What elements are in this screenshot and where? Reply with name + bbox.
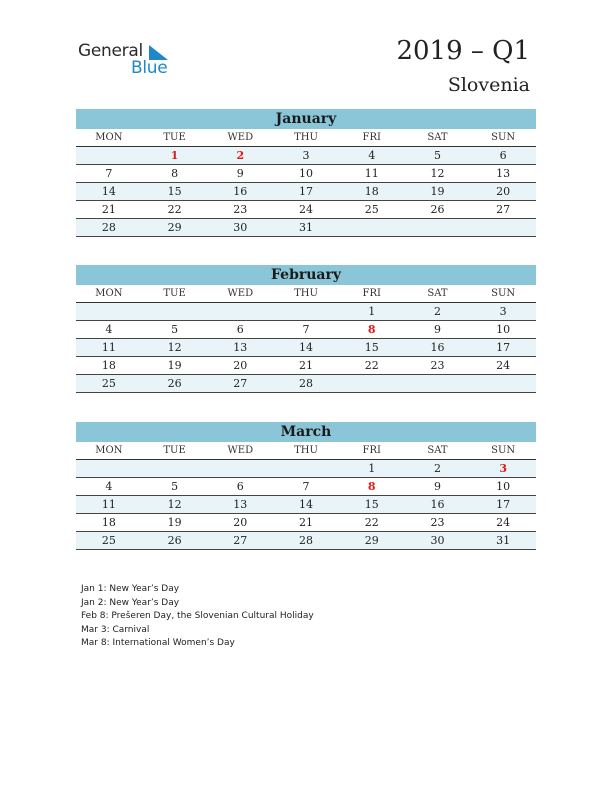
- date-cell: [273, 460, 339, 477]
- date-cell: 23: [233, 203, 248, 216]
- date-cell: [470, 219, 536, 236]
- date-cell: 9: [236, 167, 244, 180]
- month-february: [76, 265, 536, 393]
- holiday-date: 1: [170, 149, 179, 162]
- holiday-note: Jan 2: New Year’s Day: [81, 597, 180, 608]
- week-row: [76, 357, 536, 375]
- month-name: January: [76, 109, 536, 129]
- date-cell: [142, 460, 208, 477]
- date-cell: 4: [368, 149, 376, 162]
- date-cell: 6: [236, 323, 244, 336]
- date-cell: 13: [233, 498, 248, 511]
- date-cell: 16: [430, 498, 445, 511]
- date-cell: 5: [171, 480, 179, 493]
- weekday-label: WED: [227, 132, 254, 143]
- month-march: [76, 422, 536, 550]
- date-cell: 26: [167, 534, 182, 547]
- date-cell: 13: [496, 167, 511, 180]
- weekday-label: MON: [95, 132, 123, 143]
- weekday-header-row: [76, 442, 536, 460]
- country-name: Slovenia: [447, 74, 530, 96]
- week-row: [76, 375, 536, 393]
- date-cell: 20: [233, 516, 248, 529]
- date-cell: 15: [364, 498, 379, 511]
- date-cell: 1: [368, 305, 376, 318]
- date-cell: 29: [364, 534, 379, 547]
- date-cell: 7: [302, 480, 310, 493]
- week-row: [76, 321, 536, 339]
- date-cell: 10: [496, 480, 511, 493]
- weekday-label: MON: [95, 445, 123, 456]
- date-cell: 26: [430, 203, 445, 216]
- weekday-label: TUE: [163, 445, 186, 456]
- date-cell: 19: [167, 516, 182, 529]
- date-cell: [76, 147, 142, 164]
- month-name: February: [76, 265, 536, 285]
- date-cell: 22: [364, 516, 379, 529]
- date-cell: 12: [167, 498, 182, 511]
- date-cell: 31: [299, 221, 314, 234]
- weekday-label: FRI: [362, 288, 381, 299]
- date-cell: [76, 303, 142, 320]
- date-cell: 14: [299, 341, 314, 354]
- date-cell: 11: [101, 341, 116, 354]
- date-cell: 22: [167, 203, 182, 216]
- date-cell: 28: [299, 534, 314, 547]
- date-cell: 25: [101, 534, 116, 547]
- holiday-date: 3: [499, 462, 507, 475]
- month-name: March: [76, 422, 536, 442]
- date-cell: 18: [101, 516, 116, 529]
- date-cell: 2: [433, 462, 441, 475]
- logo-word-general: General: [78, 41, 143, 61]
- date-cell: 17: [496, 341, 511, 354]
- week-row: [76, 460, 536, 478]
- weekday-label: MON: [95, 288, 123, 299]
- weekday-header-row: [76, 285, 536, 303]
- date-cell: 19: [167, 359, 182, 372]
- date-cell: [273, 303, 339, 320]
- date-cell: 6: [236, 480, 244, 493]
- date-cell: 18: [364, 185, 379, 198]
- date-cell: 5: [433, 149, 441, 162]
- date-cell: 12: [167, 341, 182, 354]
- date-cell: 26: [167, 377, 182, 390]
- weekday-label: TUE: [163, 288, 186, 299]
- date-cell: 3: [302, 149, 310, 162]
- date-cell: [207, 303, 273, 320]
- date-cell: 23: [430, 359, 445, 372]
- week-row: [76, 165, 536, 183]
- page-title: 2019 – Q1: [396, 36, 530, 66]
- date-cell: 1: [368, 462, 376, 475]
- weekday-label: SUN: [491, 132, 516, 143]
- weekday-label: FRI: [362, 132, 381, 143]
- weekday-label: WED: [227, 288, 254, 299]
- date-cell: 21: [299, 359, 314, 372]
- date-cell: 27: [233, 377, 248, 390]
- date-cell: 4: [105, 323, 113, 336]
- date-cell: 8: [171, 167, 179, 180]
- date-cell: 30: [233, 221, 248, 234]
- holiday-date: 2: [236, 149, 245, 162]
- date-cell: 28: [299, 377, 314, 390]
- date-cell: 15: [167, 185, 182, 198]
- holiday-date: 8: [367, 480, 376, 493]
- week-row: [76, 532, 536, 550]
- weekday-label: SAT: [427, 132, 448, 143]
- date-cell: 19: [430, 185, 445, 198]
- date-cell: 24: [496, 359, 511, 372]
- date-cell: 25: [101, 377, 116, 390]
- weekday-label: THU: [294, 132, 318, 143]
- week-row: [76, 514, 536, 532]
- date-cell: [142, 303, 208, 320]
- date-cell: 9: [433, 323, 441, 336]
- date-cell: 23: [430, 516, 445, 529]
- weekday-label: SAT: [427, 288, 448, 299]
- date-cell: 27: [496, 203, 511, 216]
- date-cell: 2: [433, 305, 441, 318]
- logo-word-blue: Blue: [131, 58, 168, 78]
- date-cell: 28: [101, 221, 116, 234]
- weekday-label: SUN: [491, 445, 516, 456]
- date-cell: 3: [499, 305, 507, 318]
- date-cell: 10: [496, 323, 511, 336]
- date-cell: 16: [430, 341, 445, 354]
- date-cell: 14: [299, 498, 314, 511]
- week-row: [76, 478, 536, 496]
- date-cell: 18: [101, 359, 116, 372]
- date-cell: [339, 219, 405, 236]
- week-row: [76, 201, 536, 219]
- logo: [78, 41, 178, 81]
- weekday-label: SAT: [427, 445, 448, 456]
- date-cell: 7: [105, 167, 113, 180]
- week-row: [76, 219, 536, 237]
- holiday-date: 8: [367, 323, 376, 336]
- holiday-note: Mar 3: Carnival: [81, 624, 150, 635]
- weekday-label: SUN: [491, 288, 516, 299]
- date-cell: 21: [101, 203, 116, 216]
- holiday-note: Feb 8: Prešeren Day, the Slovenian Cultural Holiday: [81, 611, 314, 622]
- date-cell: 24: [299, 203, 314, 216]
- date-cell: [405, 375, 471, 392]
- week-row: [76, 147, 536, 165]
- date-cell: 25: [364, 203, 379, 216]
- week-row: [76, 303, 536, 321]
- date-cell: [470, 375, 536, 392]
- date-cell: 4: [105, 480, 113, 493]
- holiday-note: Mar 8: International Women’s Day: [81, 638, 235, 649]
- date-cell: 9: [433, 480, 441, 493]
- date-cell: [207, 460, 273, 477]
- week-row: [76, 183, 536, 201]
- date-cell: 11: [364, 167, 379, 180]
- weekday-label: FRI: [362, 445, 381, 456]
- date-cell: 20: [233, 359, 248, 372]
- date-cell: 6: [499, 149, 507, 162]
- date-cell: 13: [233, 341, 248, 354]
- date-cell: 16: [233, 185, 248, 198]
- date-cell: 14: [101, 185, 116, 198]
- date-cell: 22: [364, 359, 379, 372]
- date-cell: 27: [233, 534, 248, 547]
- weekday-label: WED: [227, 445, 254, 456]
- weekday-header-row: [76, 129, 536, 147]
- date-cell: 29: [167, 221, 182, 234]
- holiday-list: [81, 583, 314, 651]
- date-cell: 21: [299, 516, 314, 529]
- date-cell: 15: [364, 341, 379, 354]
- date-cell: 30: [430, 534, 445, 547]
- date-cell: [405, 219, 471, 236]
- date-cell: 11: [101, 498, 116, 511]
- weekday-label: THU: [294, 445, 318, 456]
- month-january: [76, 109, 536, 237]
- date-cell: [339, 375, 405, 392]
- date-cell: 10: [299, 167, 314, 180]
- date-cell: 7: [302, 323, 310, 336]
- date-cell: 31: [496, 534, 511, 547]
- date-cell: 17: [299, 185, 314, 198]
- date-cell: 17: [496, 498, 511, 511]
- date-cell: 20: [496, 185, 511, 198]
- date-cell: [76, 460, 142, 477]
- holiday-note: Jan 1: New Year’s Day: [81, 584, 180, 594]
- week-row: [76, 496, 536, 514]
- date-cell: 5: [171, 323, 179, 336]
- date-cell: 12: [430, 167, 445, 180]
- weekday-label: THU: [294, 288, 318, 299]
- week-row: [76, 339, 536, 357]
- weekday-label: TUE: [163, 132, 186, 143]
- date-cell: 24: [496, 516, 511, 529]
